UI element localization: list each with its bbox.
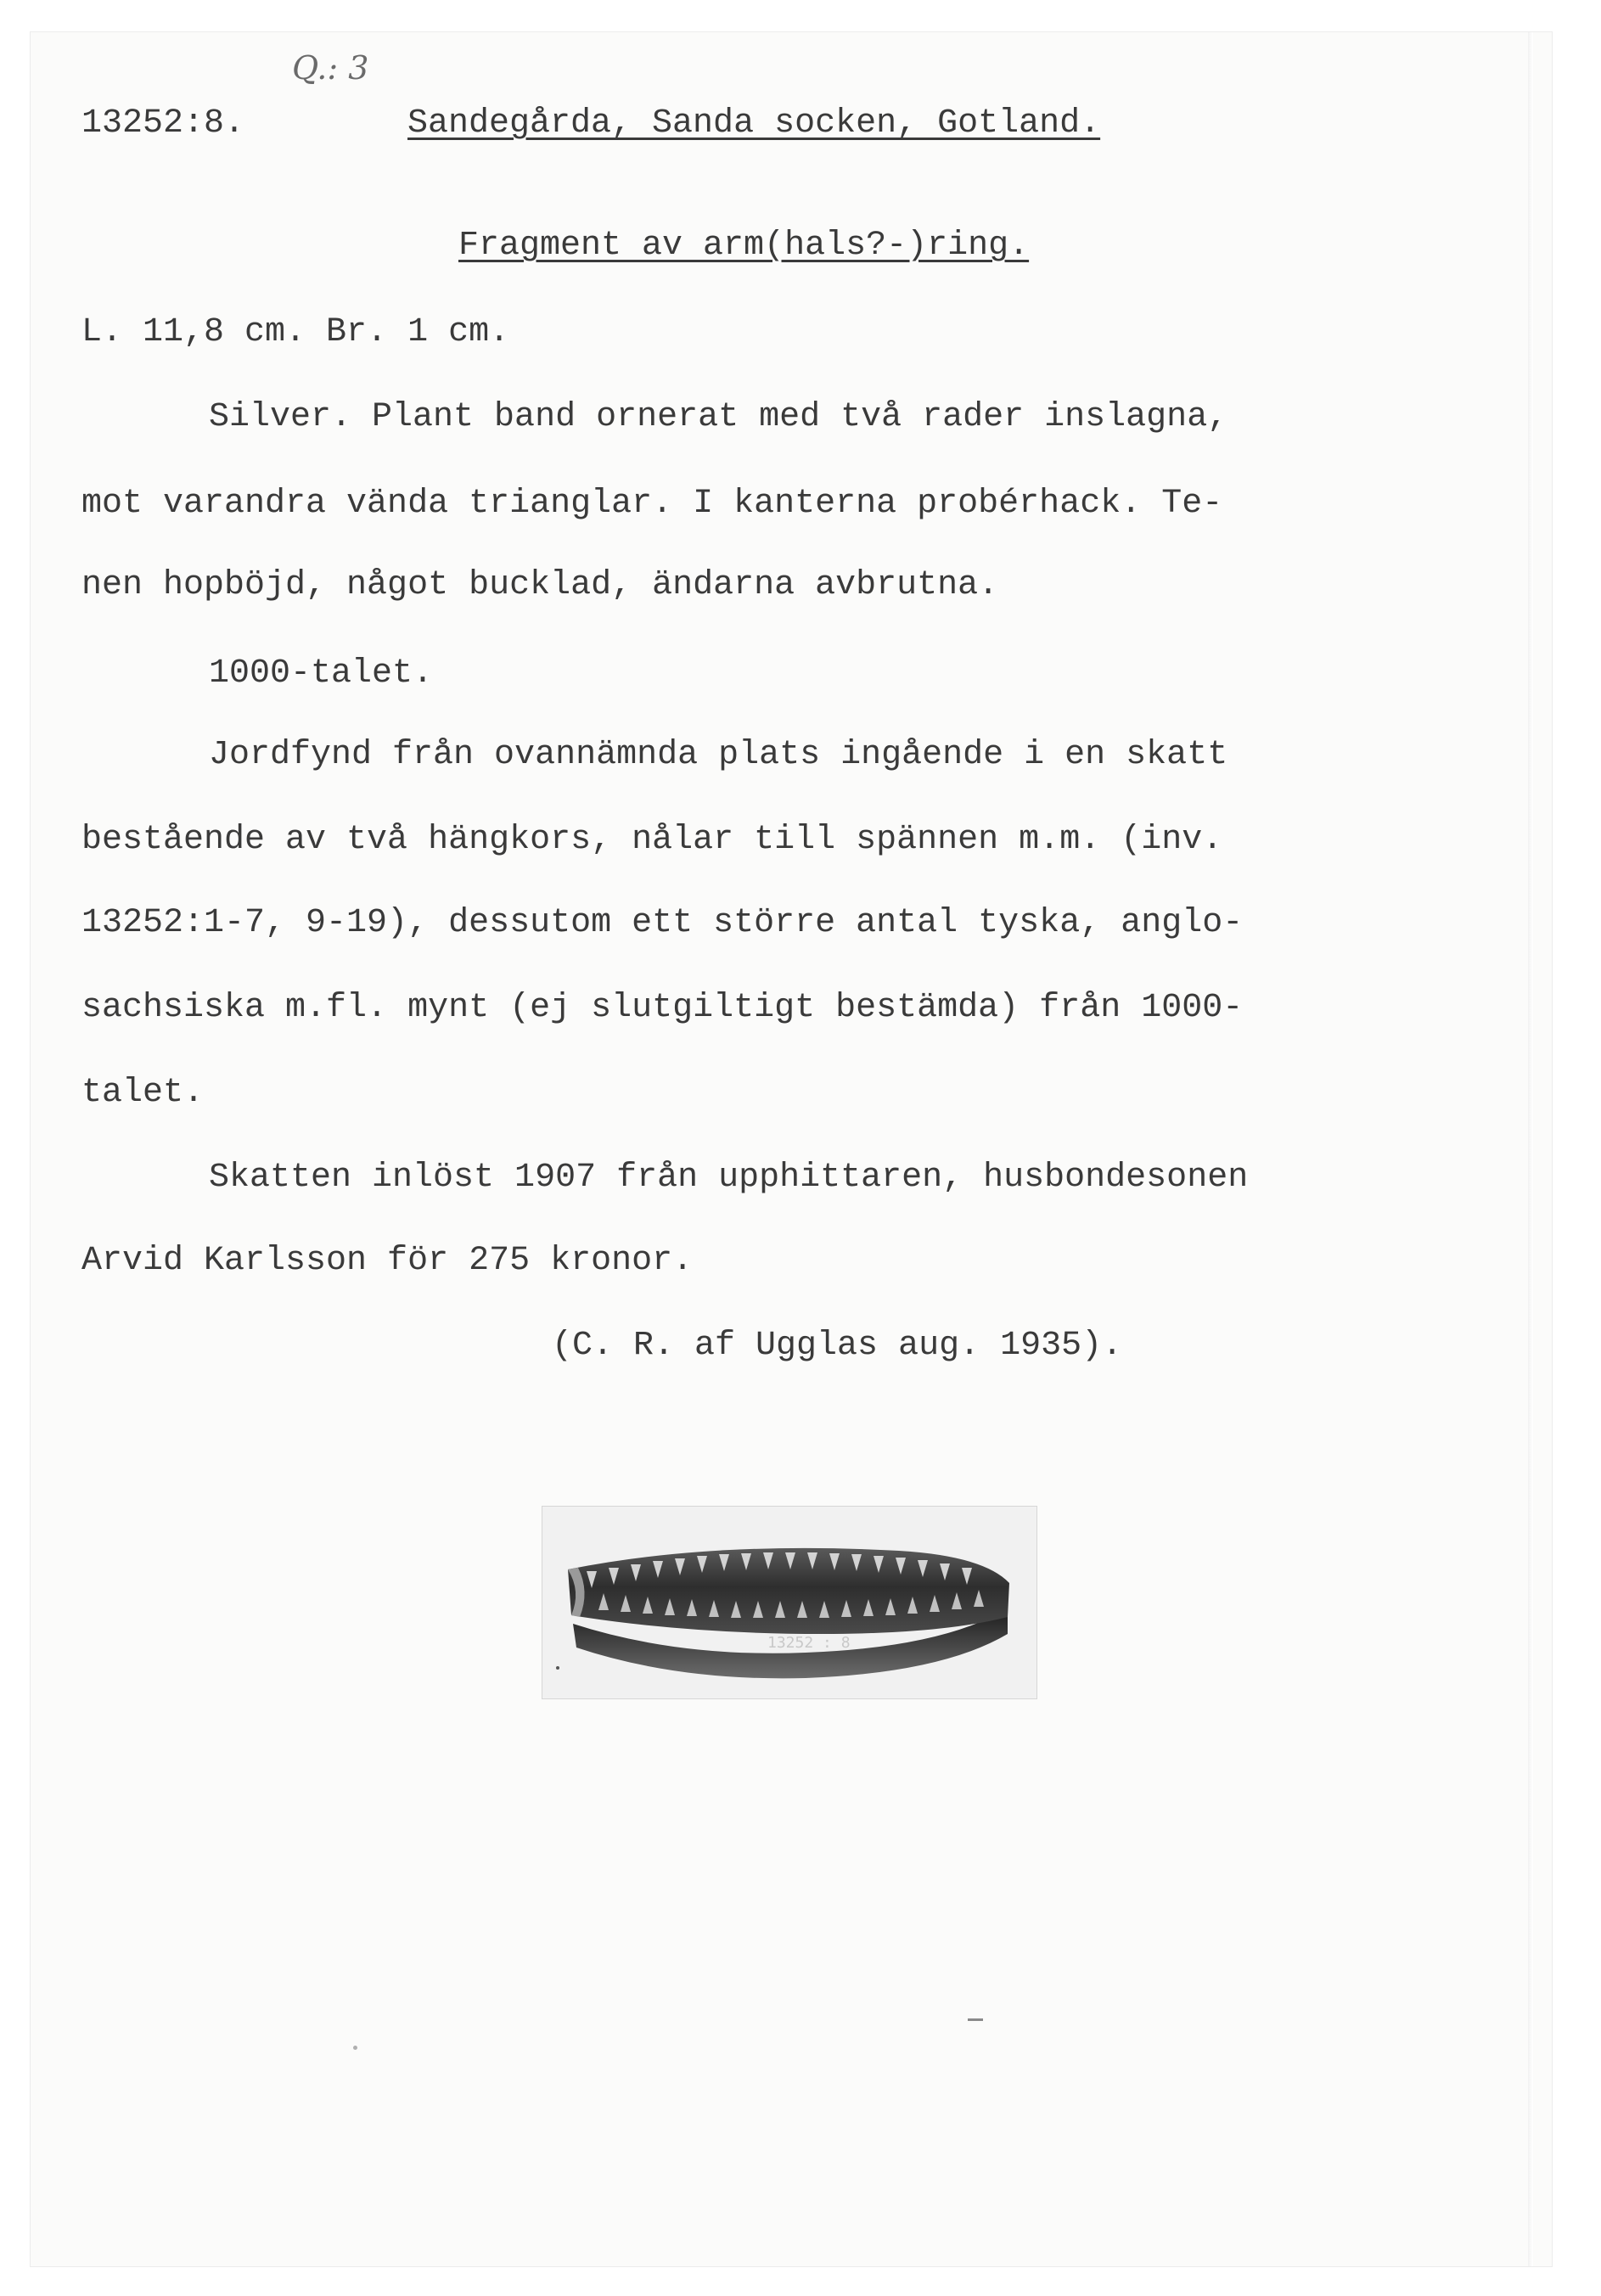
- inventory-number: 13252:8.: [81, 104, 245, 143]
- description-line: Silver. Plant band ornerat med två rader inslagna,: [209, 398, 1228, 436]
- ring-photo: [542, 1506, 1037, 1699]
- find-line: sachsiska m.fl. mynt (ej slutgiltigt bestämda) från 1000-: [81, 989, 1244, 1027]
- signature: (C. R. af Ugglas aug. 1935).: [552, 1327, 1123, 1365]
- handwritten-mark: Q.: 3: [292, 49, 369, 87]
- photo-label: 13252 : 8: [767, 1634, 851, 1652]
- location-heading: Sandegårda, Sanda socken, Gotland.: [407, 104, 1101, 143]
- catalog-card: [31, 32, 1552, 2266]
- stray-mark: [968, 2018, 983, 2021]
- find-line: talet.: [81, 1074, 205, 1112]
- description-line: nen hopböjd, något bucklad, ändarna avbrutna.: [81, 566, 999, 604]
- ring-fragment-image: [542, 1507, 1036, 1698]
- acquisition-line: Skatten inlöst 1907 från upphittaren, husbondesonen: [209, 1159, 1249, 1197]
- object-title: Fragment av arm(hals?-)ring.: [458, 227, 1030, 265]
- find-line: bestående av två hängkors, nålar till spännen m.m. (inv.: [81, 821, 1223, 859]
- stray-mark: [353, 2046, 357, 2050]
- acquisition-line: Arvid Karlsson för 275 kronor.: [81, 1242, 694, 1280]
- dimensions: L. 11,8 cm. Br. 1 cm.: [81, 313, 510, 351]
- find-line: 13252:1-7, 9-19), dessutom ett större antal tyska, anglo-: [81, 904, 1244, 942]
- description-line: mot varandra vända trianglar. I kanterna probérhack. Te-: [81, 485, 1223, 523]
- dating: 1000-talet.: [209, 654, 434, 693]
- find-line: Jordfynd från ovannämnda plats ingående i en skatt: [209, 736, 1228, 774]
- card-edge: [1528, 32, 1533, 2266]
